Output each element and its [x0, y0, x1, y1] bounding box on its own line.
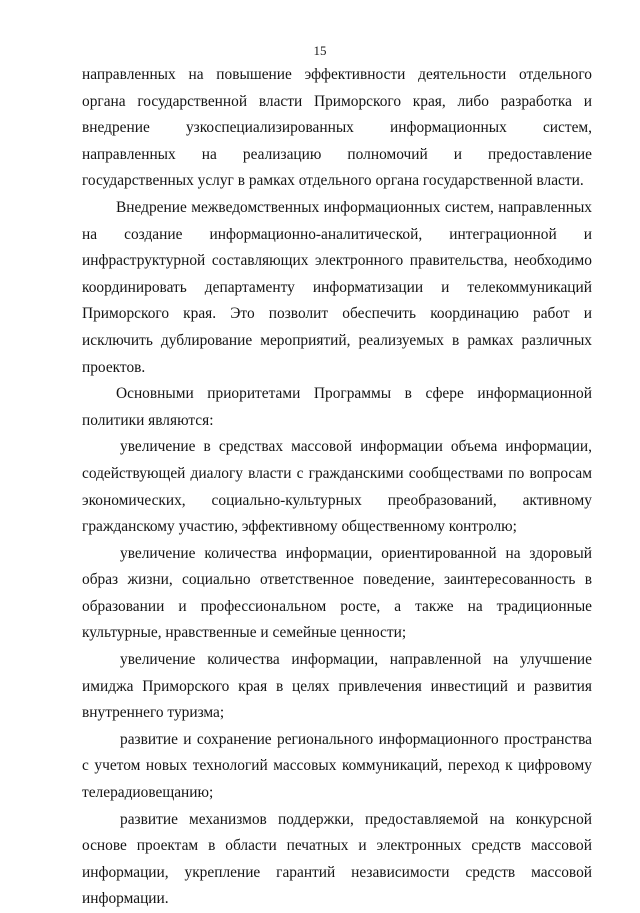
priority-item-dialogue: увеличение в средствах массовой информации объема информации, содействующей диалогу власти с гражданскими сообществами по вопросам экономических, социально-культурных преобразований, активному гражданскому участию, эффективному общественному контролю;	[82, 438, 592, 536]
priority-item-healthy-lifestyle: увеличение количества информации, ориентированной на здоровый образ жизни, социально ответственное поведение, заинтересованность в образовании и профессиональном росте, а также на традиционные культурные, нравственные и семейные ценности;	[82, 544, 592, 642]
priority-item-media-support: развитие механизмов поддержки, предоставляемой на конкурсной основе проектам в области печатных и электронных средств массовой информации, укрепление гарантий независимости средств массовой информации.	[82, 810, 592, 908]
paragraph-priorities-intro: Основными приоритетами Программы в сфере информационной политики являются:	[82, 385, 592, 429]
page-number: 15	[313, 43, 327, 58]
priority-item-region-image: увеличение количества информации, направленной на улучшение имиджа Приморского края в целях привлечения инвестиций и развития внутреннего туризма;	[82, 651, 592, 722]
priority-item-information-space: развитие и сохранение регионального информационного пространства с учетом новых технологий массовых коммуникаций, переход к цифровому телерадиовещанию;	[82, 730, 592, 802]
document-body	[82, 62, 592, 913]
paragraph-interagency-systems: Внедрение межведомственных информационных систем, направленных на создание информационно-аналитической, интеграционной и инфраструктурной составляющих электронного правительства, необходимо координировать департаменту информатизации и телекоммуникаций Приморского края. Это позволит обеспечить координацию работ и исключить дублирование мероприятий, реализуемых в рамках различных проектов.	[82, 198, 592, 376]
paragraph-continuation: направленных на повышение эффективности деятельности отдельного органа государственной власти Приморского края, либо разработка и внедрение узкоспециализированных информационных систем, направленных на реализацию полномочий и предоставление государственных услуг в рамках отдельного органа государственной власти.	[82, 66, 592, 190]
